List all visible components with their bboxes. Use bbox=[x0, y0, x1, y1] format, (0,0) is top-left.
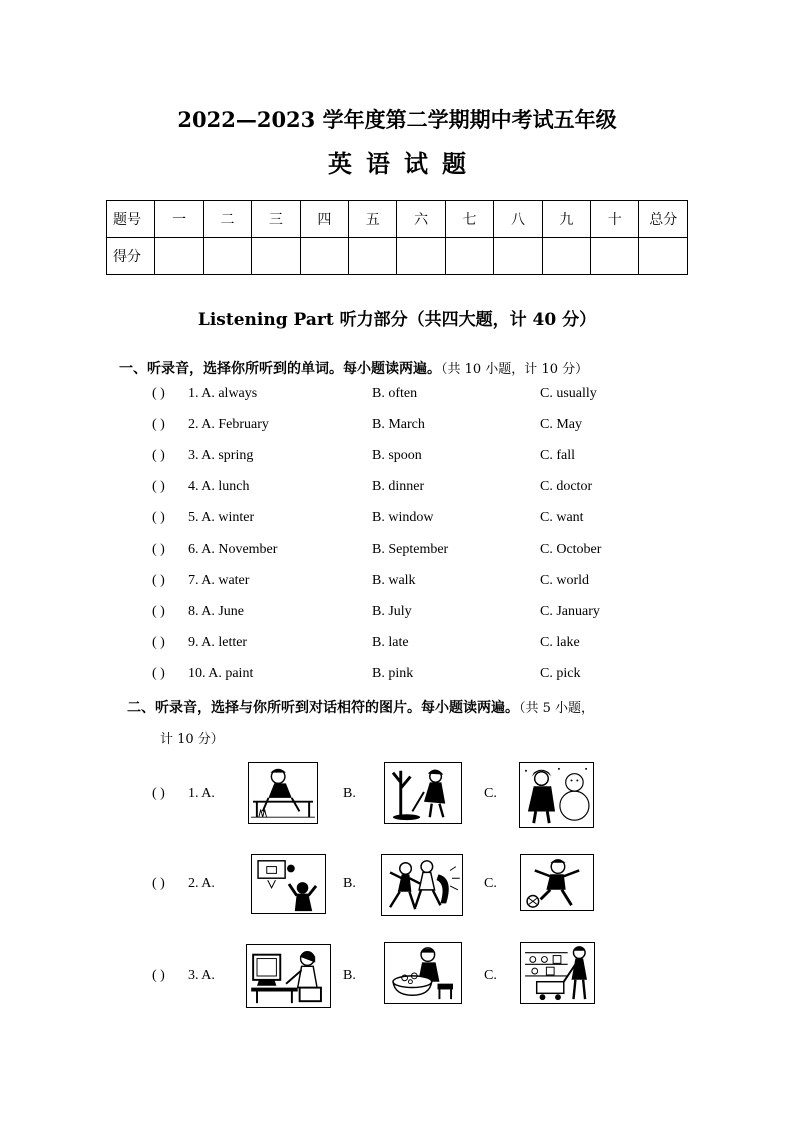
option-a-label: 4. A. lunch bbox=[188, 479, 250, 494]
option-b-label: B. spoon bbox=[372, 448, 422, 463]
kids-running-picture[interactable] bbox=[381, 854, 463, 916]
question-row bbox=[0, 417, 794, 439]
question-row bbox=[0, 573, 794, 595]
option-a-label: 9. A. letter bbox=[188, 635, 248, 650]
answer-parenthesis[interactable]: ( ) bbox=[152, 876, 165, 891]
score-table-cell: 五 bbox=[349, 201, 397, 238]
section-two-heading bbox=[127, 697, 594, 717]
question-row bbox=[0, 542, 794, 564]
option-c-label: C. October bbox=[540, 542, 602, 557]
section-one-title: 一、听录音，选择你所听到的单词。每小题读两遍。 bbox=[119, 361, 441, 377]
section-two-note: （共 5 小题， bbox=[519, 701, 595, 716]
option-c-label: C. bbox=[484, 786, 497, 801]
question-row bbox=[0, 510, 794, 532]
answer-parenthesis[interactable]: ( ) bbox=[152, 448, 165, 463]
score-input-cell[interactable] bbox=[300, 238, 348, 275]
option-b-label: B. bbox=[343, 968, 356, 983]
option-b-label: B. late bbox=[372, 635, 409, 650]
option-a-label: 10. A. paint bbox=[188, 666, 254, 681]
score-table-cell: 三 bbox=[252, 201, 300, 238]
answer-parenthesis[interactable]: ( ) bbox=[152, 510, 165, 525]
girl-washing-clothes-picture[interactable] bbox=[384, 942, 462, 1004]
score-table-cell: 十 bbox=[591, 201, 639, 238]
option-b-label: B. pink bbox=[372, 666, 414, 681]
boy-playing-basketball-picture[interactable] bbox=[251, 854, 326, 914]
option-c-label: C. fall bbox=[540, 448, 575, 463]
option-b-label: B. walk bbox=[372, 573, 416, 588]
score-table-cell: 题号 bbox=[107, 201, 155, 238]
score-table-cell: 得分 bbox=[107, 238, 155, 275]
option-c-label: C. May bbox=[540, 417, 582, 432]
question-row bbox=[0, 666, 794, 688]
section-one-note: （共 10 小题，计 10 分） bbox=[441, 362, 589, 377]
option-b-label: B. March bbox=[372, 417, 425, 432]
answer-parenthesis[interactable]: ( ) bbox=[152, 666, 165, 681]
option-c-label: C. usually bbox=[540, 386, 597, 401]
score-input-cell[interactable] bbox=[203, 238, 251, 275]
answer-parenthesis[interactable]: ( ) bbox=[152, 968, 165, 983]
section-two-note-continued: 计 10 分） bbox=[160, 732, 224, 747]
girl-using-computer-picture[interactable] bbox=[246, 944, 331, 1008]
question-number: 3. A. bbox=[188, 968, 215, 983]
section-two-title: 二、听录音，选择与你所听到对话相符的图片。每小题读两遍。 bbox=[127, 700, 519, 716]
girl-sitting-on-bench-picture[interactable] bbox=[248, 762, 318, 824]
option-c-label: C. bbox=[484, 968, 497, 983]
score-table-cell: 二 bbox=[203, 201, 251, 238]
score-table-cell: 七 bbox=[445, 201, 493, 238]
option-c-label: C. world bbox=[540, 573, 589, 588]
score-table-score-row bbox=[107, 238, 688, 275]
score-table-cell: 四 bbox=[300, 201, 348, 238]
question-number: 1. A. bbox=[188, 786, 215, 801]
question-row bbox=[0, 386, 794, 408]
answer-parenthesis[interactable]: ( ) bbox=[152, 542, 165, 557]
picture-question-row bbox=[0, 942, 794, 1012]
answer-parenthesis[interactable]: ( ) bbox=[152, 386, 165, 401]
option-c-label: C. doctor bbox=[540, 479, 593, 494]
option-c-label: C. January bbox=[540, 604, 600, 619]
option-a-label: 3. A. spring bbox=[188, 448, 254, 463]
option-a-label: 1. A. always bbox=[188, 386, 258, 401]
score-input-cell[interactable] bbox=[591, 238, 639, 275]
girl-making-snowman-picture[interactable] bbox=[519, 762, 594, 828]
picture-question-row bbox=[0, 852, 794, 922]
part-title: Listening Part 听力部分（共四大题，计 40 分） bbox=[197, 310, 597, 330]
option-b-label: B. September bbox=[372, 542, 449, 557]
score-input-cell[interactable] bbox=[155, 238, 203, 275]
answer-parenthesis[interactable]: ( ) bbox=[152, 786, 165, 801]
option-b-label: B. window bbox=[372, 510, 434, 525]
score-input-cell[interactable] bbox=[445, 238, 493, 275]
question-number: 2. A. bbox=[188, 876, 215, 891]
option-a-label: 7. A. water bbox=[188, 573, 250, 588]
score-input-cell[interactable] bbox=[639, 238, 688, 275]
exam-subtitle: 英语试题 bbox=[328, 149, 480, 178]
score-table-cell: 八 bbox=[494, 201, 542, 238]
score-table-header-row bbox=[107, 201, 688, 238]
option-c-label: C. want bbox=[540, 510, 584, 525]
answer-parenthesis[interactable]: ( ) bbox=[152, 417, 165, 432]
picture-question-row bbox=[0, 762, 794, 832]
answer-parenthesis[interactable]: ( ) bbox=[152, 479, 165, 494]
question-row bbox=[0, 448, 794, 470]
option-b-label: B. often bbox=[372, 386, 418, 401]
question-row bbox=[0, 604, 794, 626]
option-c-label: C. bbox=[484, 876, 497, 891]
girl-planting-tree-picture[interactable] bbox=[384, 762, 462, 824]
option-b-label: B. July bbox=[372, 604, 412, 619]
option-a-label: 5. A. winter bbox=[188, 510, 255, 525]
option-a-label: 6. A. November bbox=[188, 542, 278, 557]
section-one-heading bbox=[119, 358, 588, 378]
answer-parenthesis[interactable]: ( ) bbox=[152, 573, 165, 588]
score-table-cell: 六 bbox=[397, 201, 445, 238]
score-table-cell: 九 bbox=[542, 201, 590, 238]
score-input-cell[interactable] bbox=[252, 238, 300, 275]
question-row bbox=[0, 635, 794, 657]
score-input-cell[interactable] bbox=[397, 238, 445, 275]
question-row bbox=[0, 479, 794, 501]
answer-parenthesis[interactable]: ( ) bbox=[152, 604, 165, 619]
answer-parenthesis[interactable]: ( ) bbox=[152, 635, 165, 650]
option-b-label: B. bbox=[343, 876, 356, 891]
girl-shopping-picture[interactable] bbox=[520, 942, 595, 1004]
score-table bbox=[106, 200, 688, 275]
score-input-cell[interactable] bbox=[349, 238, 397, 275]
score-input-cell[interactable] bbox=[494, 238, 542, 275]
exam-title: 2022—2023 学年度第二学期期中考试五年级 bbox=[177, 107, 617, 132]
option-c-label: C. lake bbox=[540, 635, 580, 650]
boy-playing-football-picture[interactable] bbox=[520, 854, 594, 911]
option-c-label: C. pick bbox=[540, 666, 581, 681]
score-table-cell: 总分 bbox=[639, 201, 688, 238]
score-table-cell: 一 bbox=[155, 201, 203, 238]
option-b-label: B. dinner bbox=[372, 479, 425, 494]
score-input-cell[interactable] bbox=[542, 238, 590, 275]
option-b-label: B. bbox=[343, 786, 356, 801]
option-a-label: 8. A. June bbox=[188, 604, 244, 619]
option-a-label: 2. A. February bbox=[188, 417, 269, 432]
